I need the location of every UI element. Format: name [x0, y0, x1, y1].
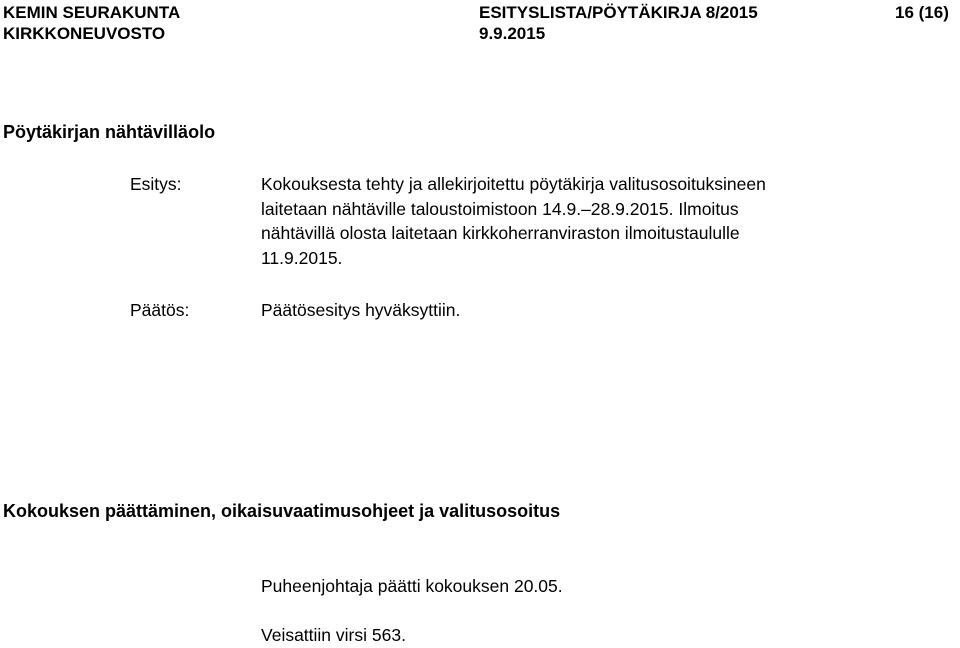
- board-name: KIRKKONEUVOSTO: [3, 24, 166, 43]
- document-title: ESITYSLISTA/PÖYTÄKIRJA 8/2015: [479, 3, 758, 22]
- section-heading-notice: Pöytäkirjan nähtävilläolo: [3, 122, 216, 142]
- proposal-line: Kokouksesta tehty ja allekirjoitettu pöytäkirja valitusosoituksineen: [261, 174, 766, 194]
- decision-label: Päätös:: [130, 300, 190, 320]
- decision-text: Päätösesitys hyväksyttiin.: [261, 300, 461, 320]
- closing-line: Puheenjohtaja päätti kokouksen 20.05.: [261, 576, 563, 596]
- proposal-line: 11.9.2015.: [261, 247, 343, 268]
- organization-name: KEMIN SEURAKUNTA: [3, 3, 181, 22]
- proposal-line: nähtävillä olosta laitetaan kirkkoherranviraston ilmoitustaululle: [261, 223, 740, 243]
- document-date: 9.9.2015: [479, 24, 546, 43]
- closing-line: Veisattiin virsi 563.: [261, 625, 406, 645]
- proposal-line: laitetaan nähtäville taloustoimistoon 14.9.–28.9.2015. Ilmoitus: [261, 198, 739, 219]
- page-number: 16 (16): [895, 3, 949, 22]
- proposal-label: Esitys:: [130, 174, 182, 194]
- proposal-text: [261, 172, 901, 270]
- section-heading-closing: Kokouksen päättäminen, oikaisuvaatimusohjeet ja valitusosoitus: [3, 501, 561, 521]
